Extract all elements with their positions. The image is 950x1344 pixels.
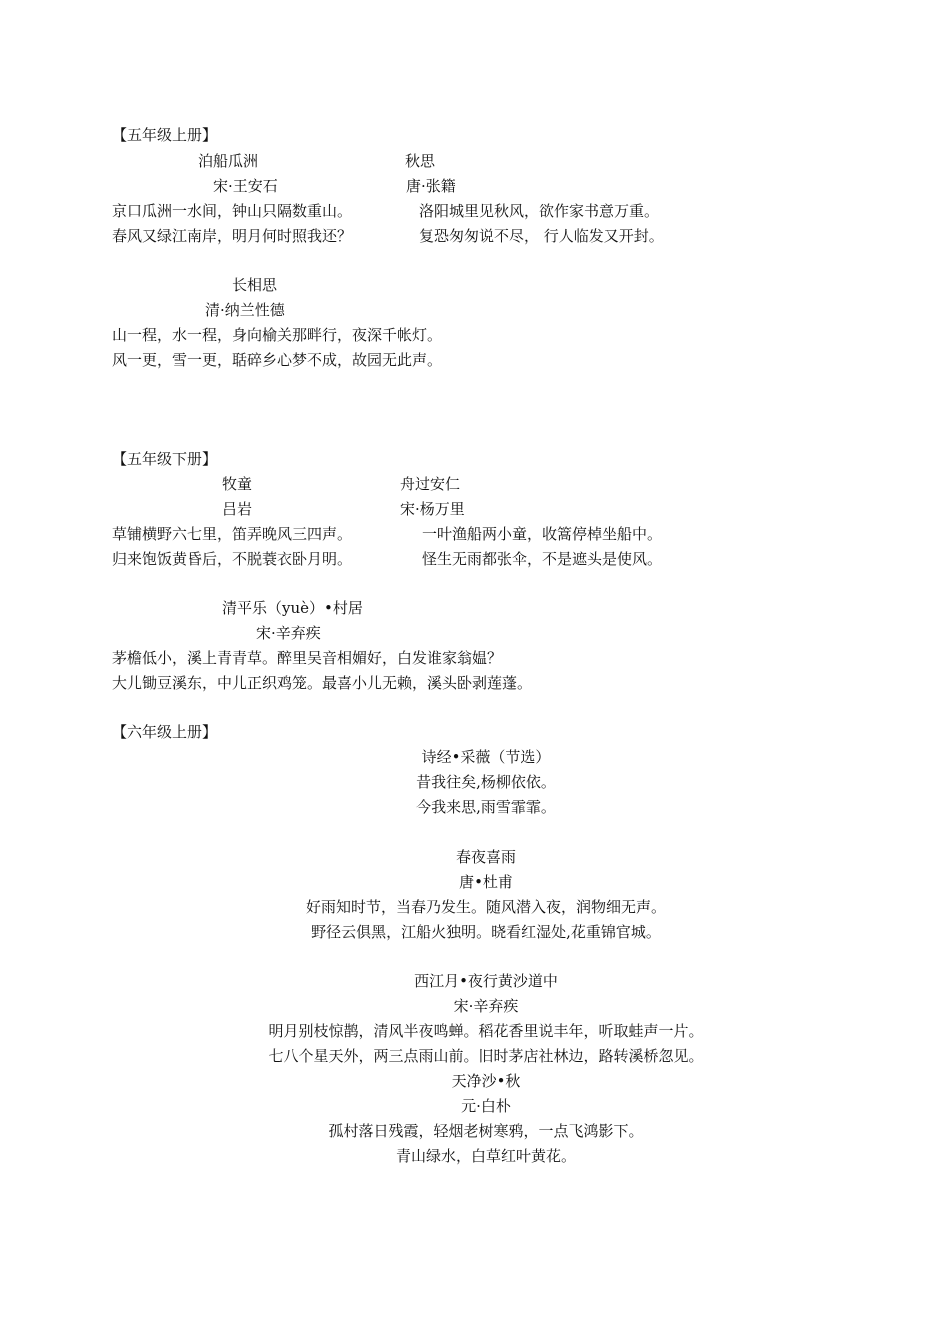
poem-author: 唐•杜甫 xyxy=(459,873,513,891)
poem-author: 宋·杨万里 xyxy=(400,500,465,518)
poem-title: 牧童 xyxy=(222,475,253,493)
poem-line: 大儿锄豆溪东，中儿正织鸡笼。最喜小儿无赖，溪头卧剥莲蓬。 xyxy=(112,674,533,692)
grade6-upper-heading: 【六年级上册】 xyxy=(112,723,218,741)
poem-line: 山一程，水一程，身向榆关那畔行，夜深千帐灯。 xyxy=(112,326,443,344)
poem-line: 今我来思,雨雪霏霏。 xyxy=(416,798,556,816)
poem-author: 吕岩 xyxy=(222,500,253,518)
poem-line: 野径云俱黑，江船火独明。晓看红湿处,花重锦官城。 xyxy=(311,923,661,941)
poem-title: 诗经•采薇（节选） xyxy=(421,748,551,766)
poem-title: 清平乐（yuè）•村居 xyxy=(222,599,363,617)
poem-line: 春风又绿江南岸，明月何时照我还？ xyxy=(112,227,353,245)
poem-line: 茅檐低小，溪上青青草。醉里吴音相媚好，白发谁家翁媪？ xyxy=(112,649,503,667)
poem-line: 归来饱饭黄昏后，不脱蓑衣卧月明。 xyxy=(112,550,353,568)
poem-title: 泊船瓜洲 xyxy=(198,152,259,170)
poem-author: 宋·王安石 xyxy=(213,177,278,195)
poem-line: 七八个星天外，两三点雨山前。旧时茅店社林边，路转溪桥忽见。 xyxy=(268,1047,704,1065)
poem-line: 怪生无雨都张伞，不是遮头是使风。 xyxy=(422,550,663,568)
poem-title: 春夜喜雨 xyxy=(455,848,516,866)
poem-line: 孤村落日残霞，轻烟老树寒鸦，一点飞鸿影下。 xyxy=(328,1122,644,1140)
poem-title: 西江月•夜行黄沙道中 xyxy=(414,972,558,990)
poem-line: 京口瓜洲一水间，钟山只隔数重山。 xyxy=(112,202,353,220)
poem-line: 复恐匆匆说不尽， 行人临发又开封。 xyxy=(419,227,664,245)
grade5-upper-heading: 【五年级上册】 xyxy=(112,126,218,144)
poem-author: 元·白朴 xyxy=(461,1097,511,1115)
poem-line: 昔我往矣,杨柳依依。 xyxy=(416,773,556,791)
poem-line: 好雨知时节，当春乃发生。随风潜入夜，润物细无声。 xyxy=(305,898,666,916)
poem-author: 宋·辛弃疾 xyxy=(453,997,519,1015)
poem-title: 天净沙•秋 xyxy=(451,1072,521,1090)
grade5-lower-heading: 【五年级下册】 xyxy=(112,450,218,468)
poem-line: 青山绿水，白草红叶黄花。 xyxy=(395,1147,576,1165)
poem-line: 明月别枝惊鹊，清风半夜鸣蝉。稻花香里说丰年，听取蛙声一片。 xyxy=(268,1022,704,1040)
poem-author: 宋·辛弃疾 xyxy=(256,624,321,642)
poem-line: 一叶渔船两小童，收篙停棹坐船中。 xyxy=(422,525,663,543)
poem-title: 秋思 xyxy=(405,152,436,170)
poem-line: 草铺横野六七里，笛弄晚风三四声。 xyxy=(112,525,353,543)
poem-title: 长相思 xyxy=(232,276,278,294)
poem-title: 舟过安仁 xyxy=(400,475,461,493)
poem-author: 唐·张籍 xyxy=(406,177,456,195)
poem-line: 风一更，雪一更，聒碎乡心梦不成，故园无此声。 xyxy=(112,351,443,369)
poem-line: 洛阳城里见秋风，欲作家书意万重。 xyxy=(419,202,660,220)
poem-author: 清·纳兰性德 xyxy=(205,301,285,319)
